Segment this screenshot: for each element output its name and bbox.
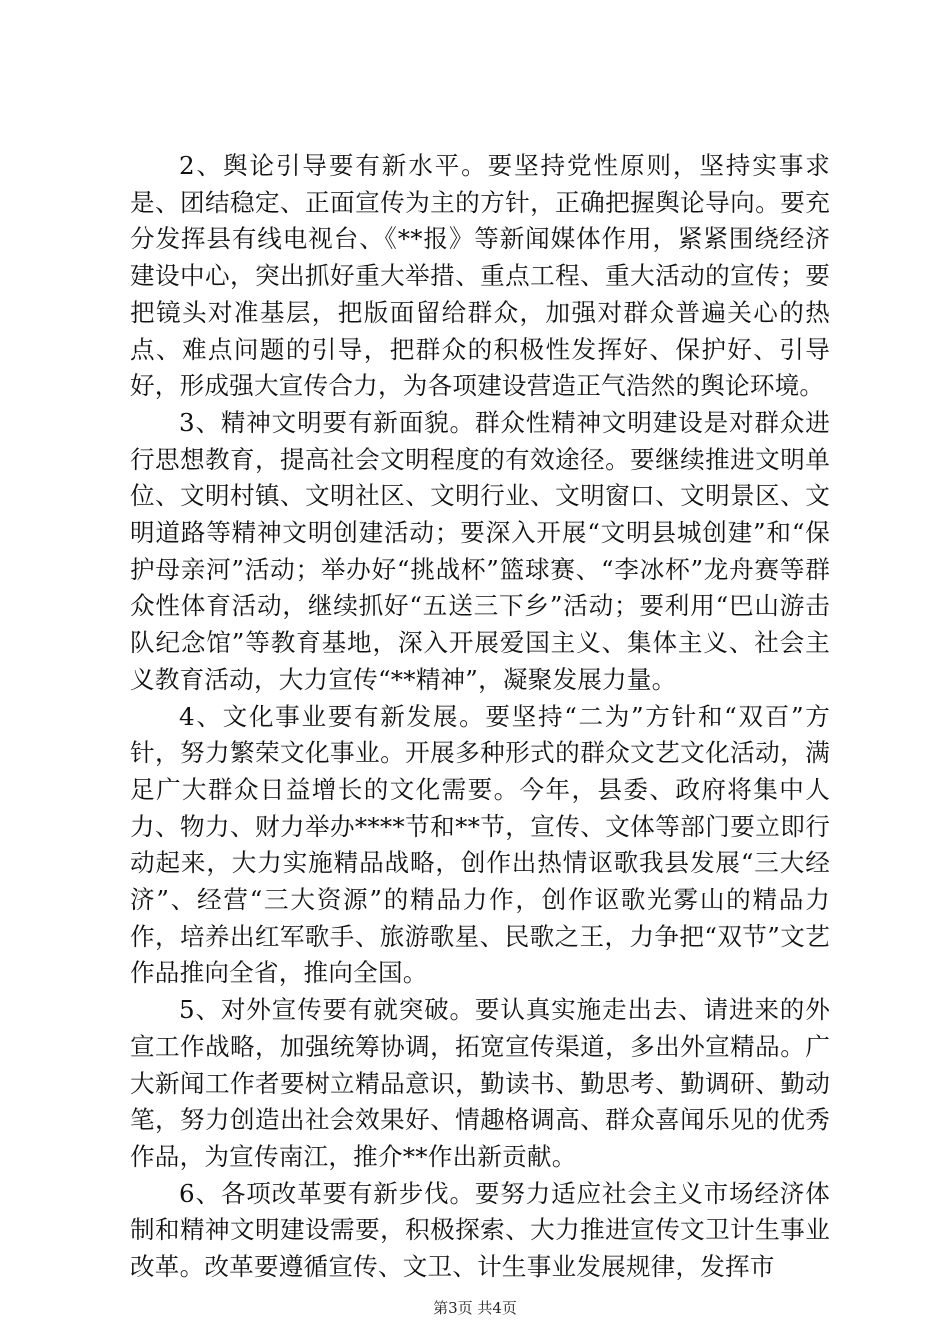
paragraph-external-publicity: 5、对外宣传要有就突破。要认真实施走出去、请进来的外宣工作战略，加强统筹协调，拓宽宣传渠道，多出外宣精品。广大新闻工作者要树立精品意识，勤读书、勤思考、勤调研、勤动笔，努力创造出社会效果好、情趣格调高、群众喜闻乐见的优秀作品，为宣传南江，推介**作出新贡献。 <box>130 995 830 1171</box>
paragraph-reform: 6、各项改革要有新步伐。要努力适应社会主义市场经济体制和精神文明建设需要，积极探索、大力推进宣传文卫计生事业改革。改革要遵循宣传、文卫、计生事业发展规律，发挥市 <box>130 1178 830 1282</box>
paragraph-spiritual-civilization: 3、精神文明要有新面貌。群众性精神文明建设是对群众进行思想教育，提高社会文明程度的有效途径。要继续推进文明单位、文明村镇、文明社区、文明行业、文明窗口、文明景区、文明道路等精神文明创建活动；要深入开展“文明县城创建”和“保护母亲河”活动；举办好“挑战杯”篮球赛、“李冰杯”龙舟赛等群众性体育活动，继续抓好“五送三下乡”活动；要利用“巴山游击队纪念馆”等教育基地，深入开展爱国主义、集体主义、社会主义教育活动，大力宣传“**精神”，凝聚发展力量。 <box>130 407 830 694</box>
document-body <box>130 148 830 1286</box>
page-footer: 第3页 共4页 <box>433 1299 517 1317</box>
paragraph-cultural-development: 4、文化事业要有新发展。要坚持“二为”方针和“双百”方针，努力繁荣文化事业。开展多种形式的群众文艺文化活动，满足广大群众日益增长的文化需要。今年，县委、政府将集中人力、物力、财力举办****节和**节，宣传、文体等部门要立即行动起来，大力实施精品战略，创作出热情讴歌我县发展“三大经济”、经营“三大资源”的精品力作，创作讴歌光雾山的精品力作，培养出红军歌手、旅游歌星、民歌之王，力争把“双节”文艺作品推向全省，推向全国。 <box>130 701 830 988</box>
paragraph-public-opinion: 2、舆论引导要有新水平。要坚持党性原则，坚持实事求是、团结稳定、正面宣传为主的方针，正确把握舆论导向。要充分发挥县有线电视台、《**报》等新闻媒体作用，紧紧围绕经济建设中心，突出抓好重大举措、重点工程、重大活动的宣传；要把镜头对准基层，把版面留给群众，加强对群众普遍关心的热点、难点问题的引导，把群众的积极性发挥好、保护好、引导好，形成强大宣传合力，为各项建设营造正气浩然的舆论环境。 <box>130 151 830 401</box>
